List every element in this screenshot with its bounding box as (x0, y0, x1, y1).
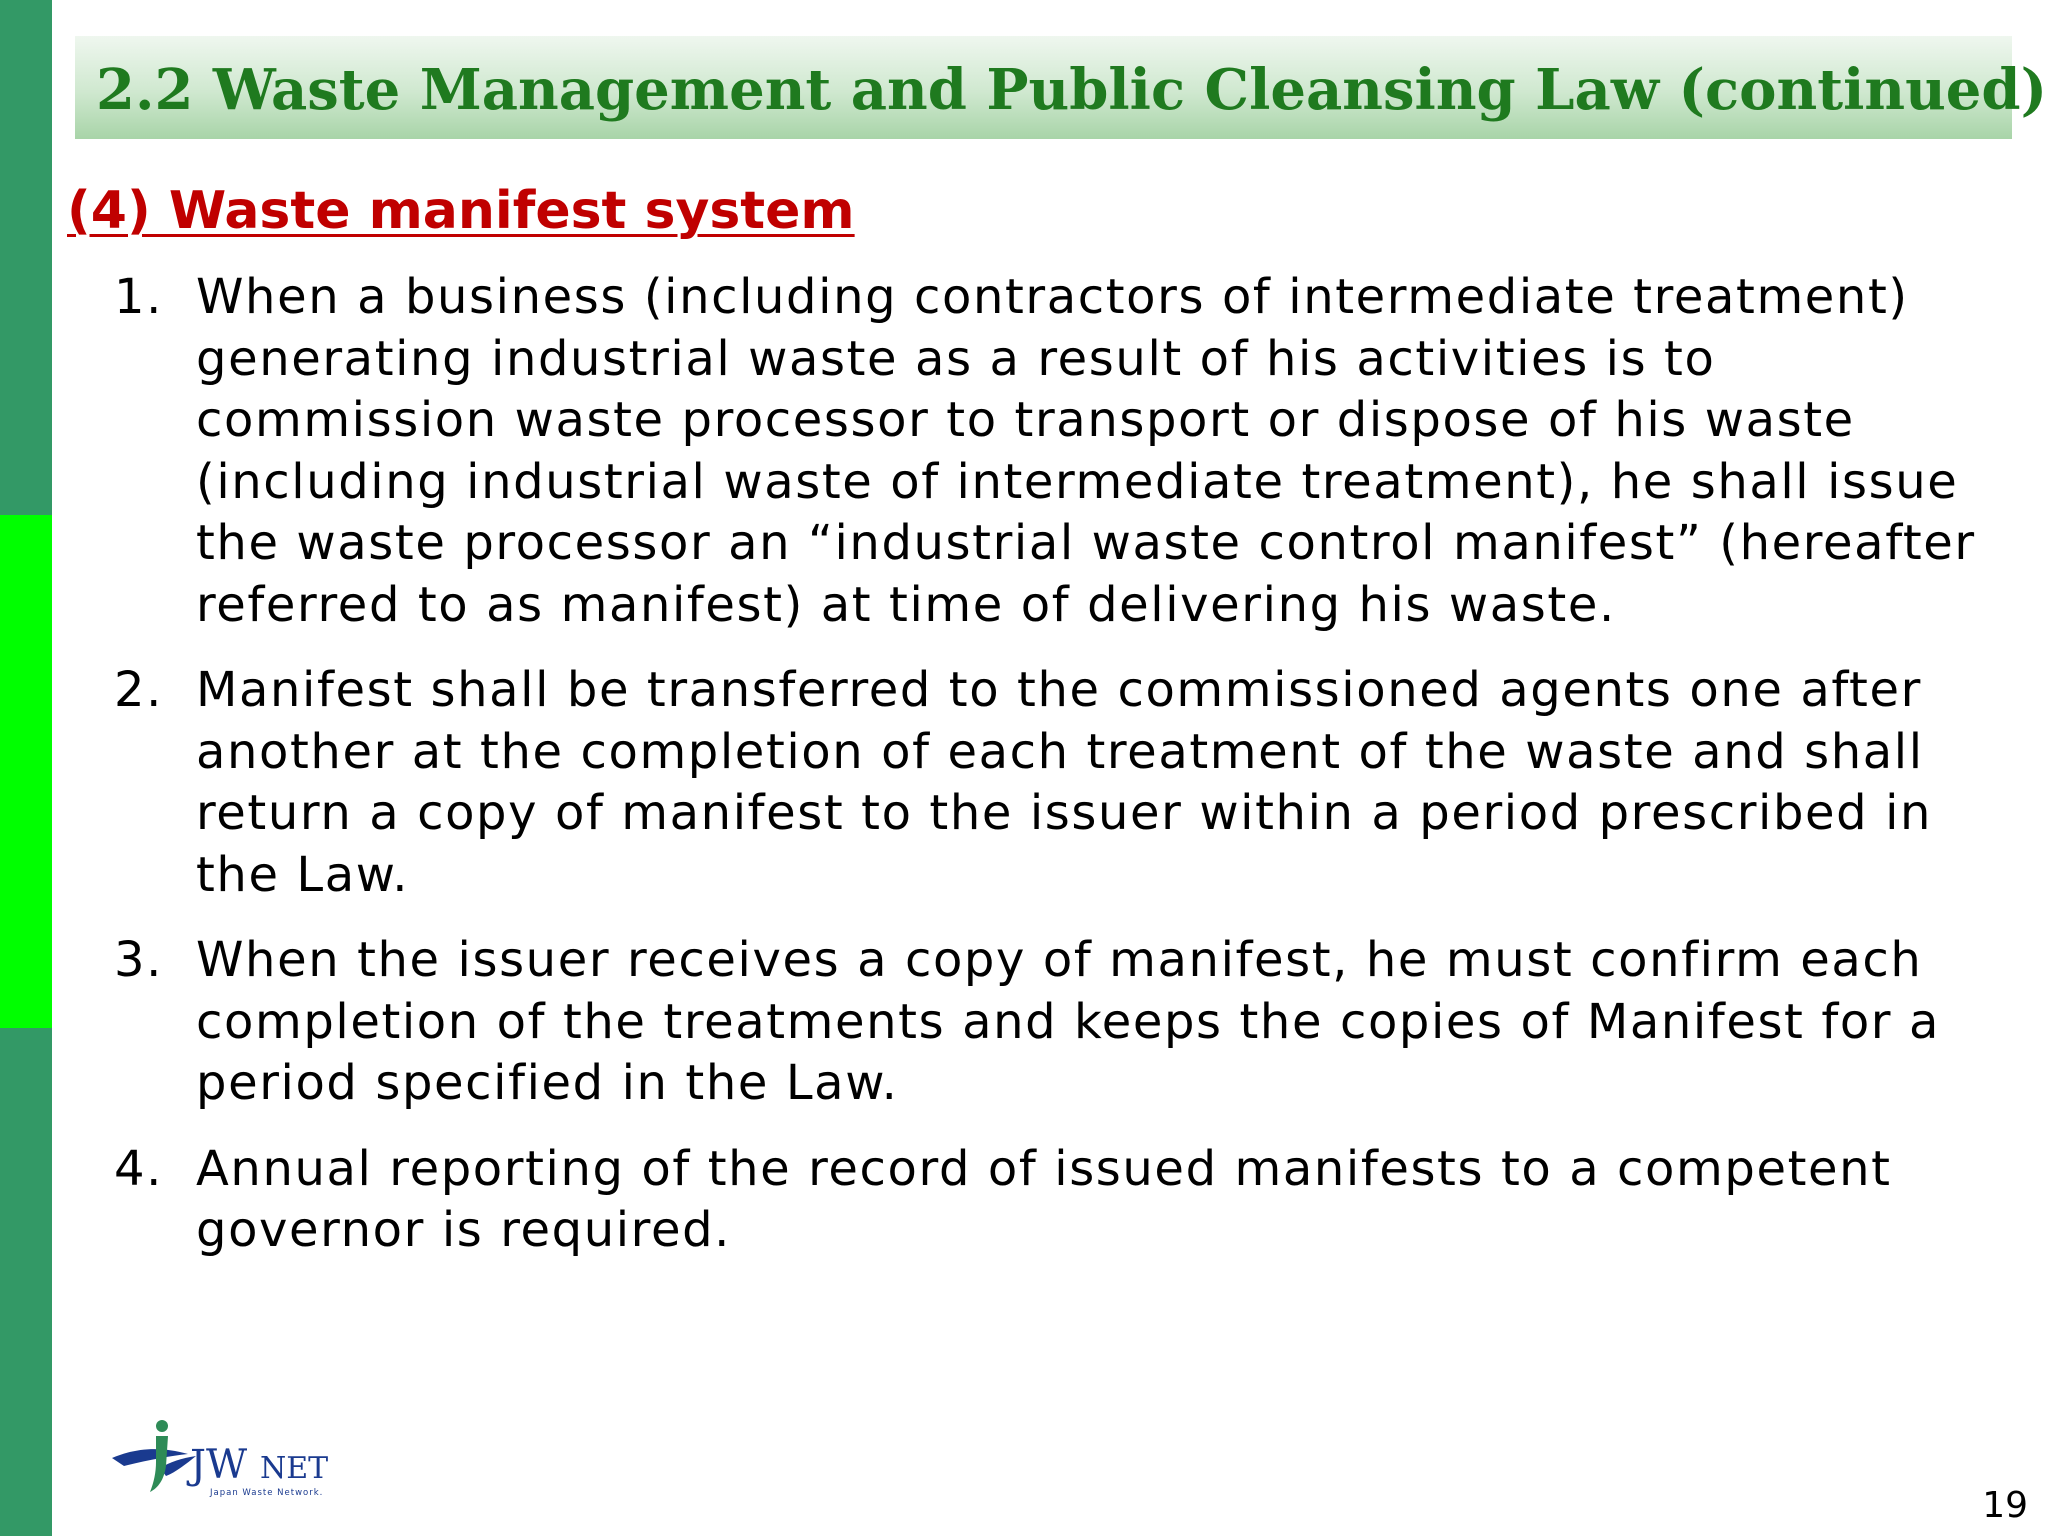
jwnet-logo (110, 1416, 380, 1501)
section-heading: (4) Waste manifest system (67, 181, 855, 241)
list-item (108, 1139, 2008, 1262)
list-item-text: Manifest shall be transferred to the commissioned agents one after another at the completion of each treatment of the waste and shall return a copy of manifest to the issuer within a period prescribed in the Law. (196, 662, 1933, 903)
logo-head (156, 1420, 168, 1432)
logo-tagline: Japan Waste Network. (210, 1488, 324, 1498)
manifest-rules-list (108, 267, 2008, 1286)
list-item-text: When a business (including contractors of intermediate treatment) generating industrial waste as a result of his activities is to commission waste processor to transport or dispose of his waste (including industrial waste of intermediate treatment), he shall issue the waste processor an “industrial waste control manifest” (hereafter referred to as manifest) at time of delivering his waste. (196, 269, 1976, 633)
logo-wordmark-net: NET (260, 1451, 329, 1486)
list-item-number: 4. (114, 1140, 163, 1197)
list-item (108, 930, 2008, 1115)
list-item (108, 267, 2008, 636)
slide-title: 2.2 Waste Management and Public Cleansing Law (continued) (96, 57, 2048, 123)
list-item-number: 2. (114, 662, 163, 718)
list-item-number: 1. (114, 269, 163, 325)
list-item (108, 660, 2008, 906)
page-number: 19 (1982, 1485, 2028, 1526)
list-item-text: When the issuer receives a copy of manifest, he must confirm each completion of the treatments and keeps the copies of Manifest for a period specified in the Law. (196, 932, 1941, 1111)
logo-wordmark-j: JW (190, 1442, 248, 1488)
logo-body-green (150, 1436, 168, 1492)
list-item-number: 3. (114, 932, 163, 988)
left-side-bar-accent (0, 515, 52, 1028)
list-item-text: Annual reporting of the record of issued manifests to a competent governor is required. (196, 1140, 1892, 1258)
